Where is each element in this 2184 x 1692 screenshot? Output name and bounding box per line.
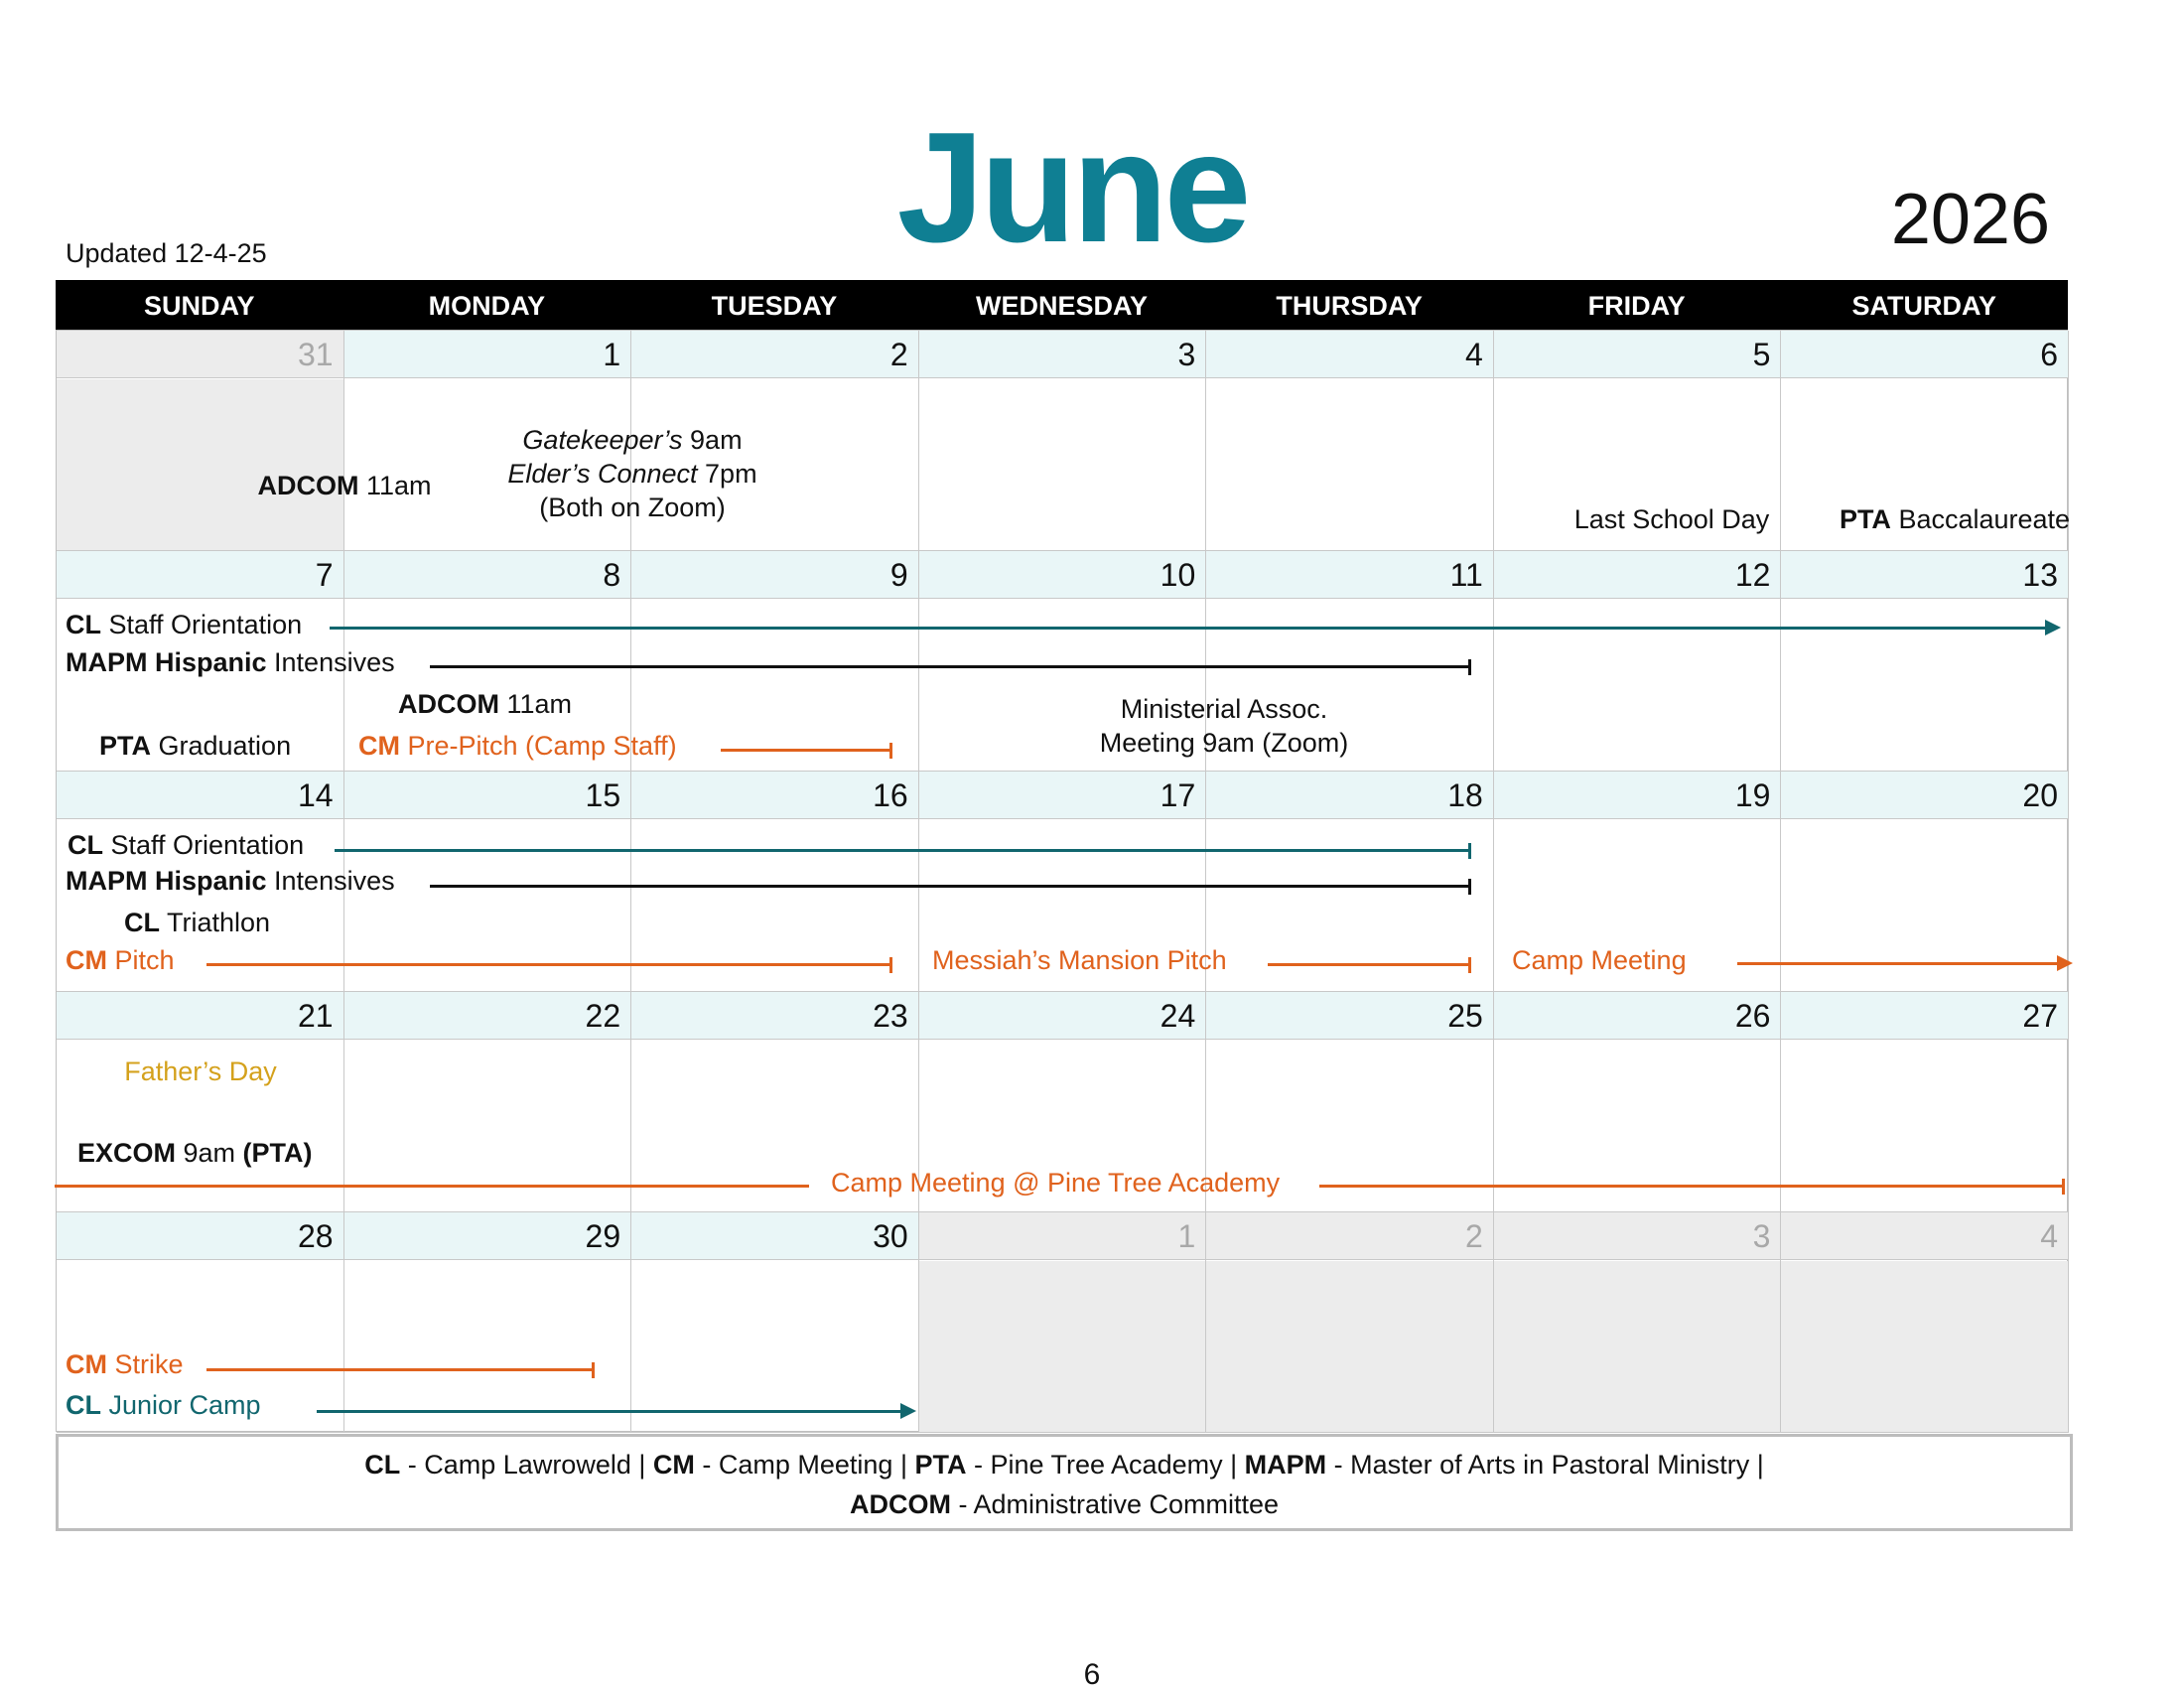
- day-number: 14: [57, 772, 343, 819]
- day-body: [57, 379, 343, 550]
- event-text: Junior Camp: [101, 1390, 261, 1420]
- event-text: Intensives: [266, 866, 395, 896]
- end-cap: [1468, 957, 1471, 973]
- day-body: [344, 1261, 631, 1432]
- day-number: 18: [1206, 772, 1493, 819]
- event-camp-meeting-pine-tree: Camp Meeting @ Pine Tree Academy: [831, 1168, 1281, 1198]
- updated-date: Updated 12-4-25: [66, 238, 267, 268]
- event-label: ADCOM: [398, 689, 499, 719]
- legend-line-1: [59, 1445, 2070, 1484]
- event-label: CM: [66, 1349, 107, 1379]
- end-cap: [889, 743, 892, 759]
- day-number: 23: [631, 992, 918, 1040]
- day-number: 5: [1494, 331, 1781, 378]
- day-cell: [1781, 551, 2069, 772]
- event-text: 9am: [682, 425, 743, 455]
- day-number: 10: [919, 551, 1206, 599]
- legend-abbr: CM: [652, 1450, 695, 1480]
- span-line-messiah: [1268, 963, 1469, 966]
- event-pta-graduation: [99, 730, 291, 764]
- event-label: PTA: [1839, 504, 1891, 534]
- day-number: 25: [1206, 992, 1493, 1040]
- day-number: 30: [631, 1212, 918, 1260]
- day-body: [1494, 600, 1781, 771]
- legend-desc: - Camp Meeting |: [694, 1450, 915, 1480]
- day-number: 2: [1206, 1212, 1493, 1260]
- day-cell: [919, 331, 1207, 551]
- day-number: 3: [919, 331, 1206, 378]
- day-number: 24: [919, 992, 1206, 1040]
- day-body: [1781, 600, 2068, 771]
- event-camp-meeting: Camp Meeting: [1512, 945, 1687, 975]
- event-label: CL: [124, 908, 160, 937]
- event-text: Meeting 9am (Zoom): [1099, 728, 1349, 758]
- event-text: Strike: [107, 1349, 184, 1379]
- day-cell: [1206, 1212, 1494, 1433]
- event-text: Pitch: [107, 945, 175, 975]
- event-excom: [77, 1137, 313, 1171]
- event-label: MAPM Hispanic: [66, 866, 267, 896]
- event-label: Gatekeeper’s: [522, 425, 683, 455]
- event-label: CM: [66, 945, 107, 975]
- arrow-right-icon: [900, 1403, 916, 1419]
- day-cell: [1781, 1212, 2069, 1433]
- event-cm-pitch: [66, 944, 175, 978]
- span-line-cl-staff: [330, 627, 2057, 630]
- day-body: [1206, 1261, 1493, 1432]
- event-pta-baccalaureate: [1806, 503, 2104, 537]
- day-body: [919, 1261, 1206, 1432]
- span-line-pre-pitch: [721, 749, 890, 752]
- end-cap: [1468, 659, 1471, 675]
- day-number: 8: [344, 551, 631, 599]
- event-fathers-day: Father’s Day: [124, 1057, 277, 1086]
- event-adcom-w2: [398, 688, 572, 722]
- event-text: Ministerial Assoc.: [1120, 694, 1328, 724]
- day-number: 19: [1494, 772, 1781, 819]
- weekday-monday: MONDAY: [428, 291, 546, 321]
- day-cell: [631, 1212, 919, 1433]
- event-cm-strike: [66, 1348, 184, 1382]
- legend-desc: - Camp Lawroweld |: [400, 1450, 653, 1480]
- day-cell: [631, 772, 919, 992]
- day-number: 17: [919, 772, 1206, 819]
- arrow-right-icon: [2045, 620, 2061, 635]
- day-number: 11: [1206, 551, 1493, 599]
- day-number: 2: [631, 331, 918, 378]
- day-number: 1: [344, 331, 631, 378]
- event-label: CM: [358, 731, 400, 761]
- arrow-right-icon: [2057, 955, 2073, 971]
- span-line-cm-pitch: [206, 963, 890, 966]
- day-cell: [1494, 992, 1782, 1212]
- event-text: Staff Orientation: [103, 830, 305, 860]
- day-cell: [1206, 331, 1494, 551]
- legend-line-2: [59, 1484, 2070, 1524]
- legend-desc: - Master of Arts in Pastoral Ministry |: [1326, 1450, 1764, 1480]
- calendar-grid: [56, 330, 2071, 1432]
- day-number: 7: [57, 551, 343, 599]
- day-number: 27: [1781, 992, 2068, 1040]
- event-text: Staff Orientation: [101, 610, 303, 639]
- event-text: 9am: [176, 1138, 243, 1168]
- day-number: 21: [57, 992, 343, 1040]
- event-label: (PTA): [242, 1138, 313, 1168]
- weekday-header: [56, 280, 2068, 330]
- span-line-pine-tree-right: [1319, 1185, 2063, 1188]
- day-number: 9: [631, 551, 918, 599]
- legend-abbr: CL: [364, 1450, 401, 1480]
- event-label: Elder’s Connect: [507, 459, 698, 489]
- day-cell: [1494, 551, 1782, 772]
- day-number: 4: [1206, 331, 1493, 378]
- span-line-cm-strike: [206, 1368, 593, 1371]
- weekday-tuesday: TUESDAY: [711, 291, 838, 321]
- span-line-pine-tree-left: [55, 1185, 809, 1188]
- day-body: [1206, 379, 1493, 550]
- end-cap: [1468, 843, 1471, 859]
- day-number: 29: [344, 1212, 631, 1260]
- end-cap: [592, 1362, 595, 1378]
- legend-abbr: MAPM: [1244, 1450, 1327, 1480]
- weekday-saturday: SATURDAY: [1851, 291, 1997, 321]
- event-text: 11am: [499, 689, 573, 719]
- day-cell: [344, 992, 632, 1212]
- legend-box: [56, 1434, 2073, 1531]
- day-number: 12: [1494, 551, 1781, 599]
- end-cap: [2062, 1179, 2065, 1195]
- day-body: [1494, 1261, 1781, 1432]
- day-number: 16: [631, 772, 918, 819]
- span-line-cl-junior-camp: [317, 1410, 912, 1413]
- event-label: CL: [68, 830, 103, 860]
- span-line-cl-staff-w3: [335, 849, 1469, 852]
- day-number: 31: [57, 331, 343, 378]
- day-number: 26: [1494, 992, 1781, 1040]
- event-label: CL: [66, 1390, 101, 1420]
- weekday-friday: FRIDAY: [1587, 291, 1686, 321]
- legend-abbr: PTA: [914, 1450, 967, 1480]
- day-number: 15: [344, 772, 631, 819]
- event-text: Graduation: [151, 731, 292, 761]
- event-label: ADCOM: [257, 471, 359, 500]
- event-text: (Both on Zoom): [539, 493, 726, 522]
- day-body: [631, 1261, 918, 1432]
- event-cl-junior-camp: [66, 1389, 261, 1423]
- legend-abbr: ADCOM: [849, 1489, 951, 1519]
- day-number: 1: [919, 1212, 1206, 1260]
- event-cl-staff-orientation-w3: [68, 829, 304, 863]
- page-number: 6: [1083, 1658, 1101, 1691]
- day-number: 28: [57, 1212, 343, 1260]
- event-text: 11am: [358, 471, 432, 500]
- day-number: 13: [1781, 551, 2068, 599]
- day-number: 22: [344, 992, 631, 1040]
- legend-desc: - Pine Tree Academy |: [966, 1450, 1245, 1480]
- event-label: EXCOM: [77, 1138, 177, 1168]
- weekday-wednesday: WEDNESDAY: [976, 291, 1149, 321]
- day-body: [1781, 820, 2068, 991]
- day-cell: [57, 331, 344, 551]
- event-label: PTA: [99, 731, 151, 761]
- event-text: Triathlon: [160, 908, 271, 937]
- weekday-sunday: SUNDAY: [144, 291, 255, 321]
- day-number: 6: [1781, 331, 2068, 378]
- day-cell: [1781, 772, 2069, 992]
- event-text: 7pm: [697, 459, 757, 489]
- day-number: 3: [1494, 1212, 1781, 1260]
- legend-desc: - Administrative Committee: [950, 1489, 1280, 1519]
- day-cell: [1781, 992, 2069, 1212]
- event-cl-triathlon: [124, 907, 270, 940]
- event-mapm-intensives-w2: [66, 646, 395, 680]
- day-number: 4: [1781, 1212, 2068, 1260]
- event-label: CL: [66, 610, 101, 639]
- end-cap: [889, 957, 892, 973]
- month-title: June: [896, 100, 1248, 275]
- span-line-mapm: [430, 665, 1469, 668]
- day-cell: [919, 1212, 1207, 1433]
- span-line-mapm-w3: [430, 885, 1469, 888]
- event-last-school-day: Last School Day: [1573, 504, 1770, 534]
- day-body: [919, 379, 1206, 550]
- weekday-thursday: THURSDAY: [1276, 291, 1423, 321]
- day-cell: [344, 1212, 632, 1433]
- event-text: Pre-Pitch (Camp Staff): [400, 731, 677, 761]
- day-body: [1781, 1261, 2068, 1432]
- event-cl-staff-orientation-w2: [66, 609, 302, 642]
- event-messiahs-mansion-pitch: Messiah’s Mansion Pitch: [932, 945, 1227, 975]
- event-text: Intensives: [266, 647, 395, 677]
- day-cell: [57, 992, 344, 1212]
- day-cell: [1494, 1212, 1782, 1433]
- day-cell: [1206, 772, 1494, 992]
- end-cap: [1468, 879, 1471, 895]
- day-number: 20: [1781, 772, 2068, 819]
- event-label: MAPM Hispanic: [66, 647, 267, 677]
- event-text: Baccalaureate: [1890, 504, 2071, 534]
- event-cm-pre-pitch: [358, 730, 677, 764]
- span-line-camp-meeting: [1737, 962, 2069, 965]
- event-mapm-intensives-w3: [66, 865, 395, 899]
- year-label: 2026: [1890, 180, 2050, 259]
